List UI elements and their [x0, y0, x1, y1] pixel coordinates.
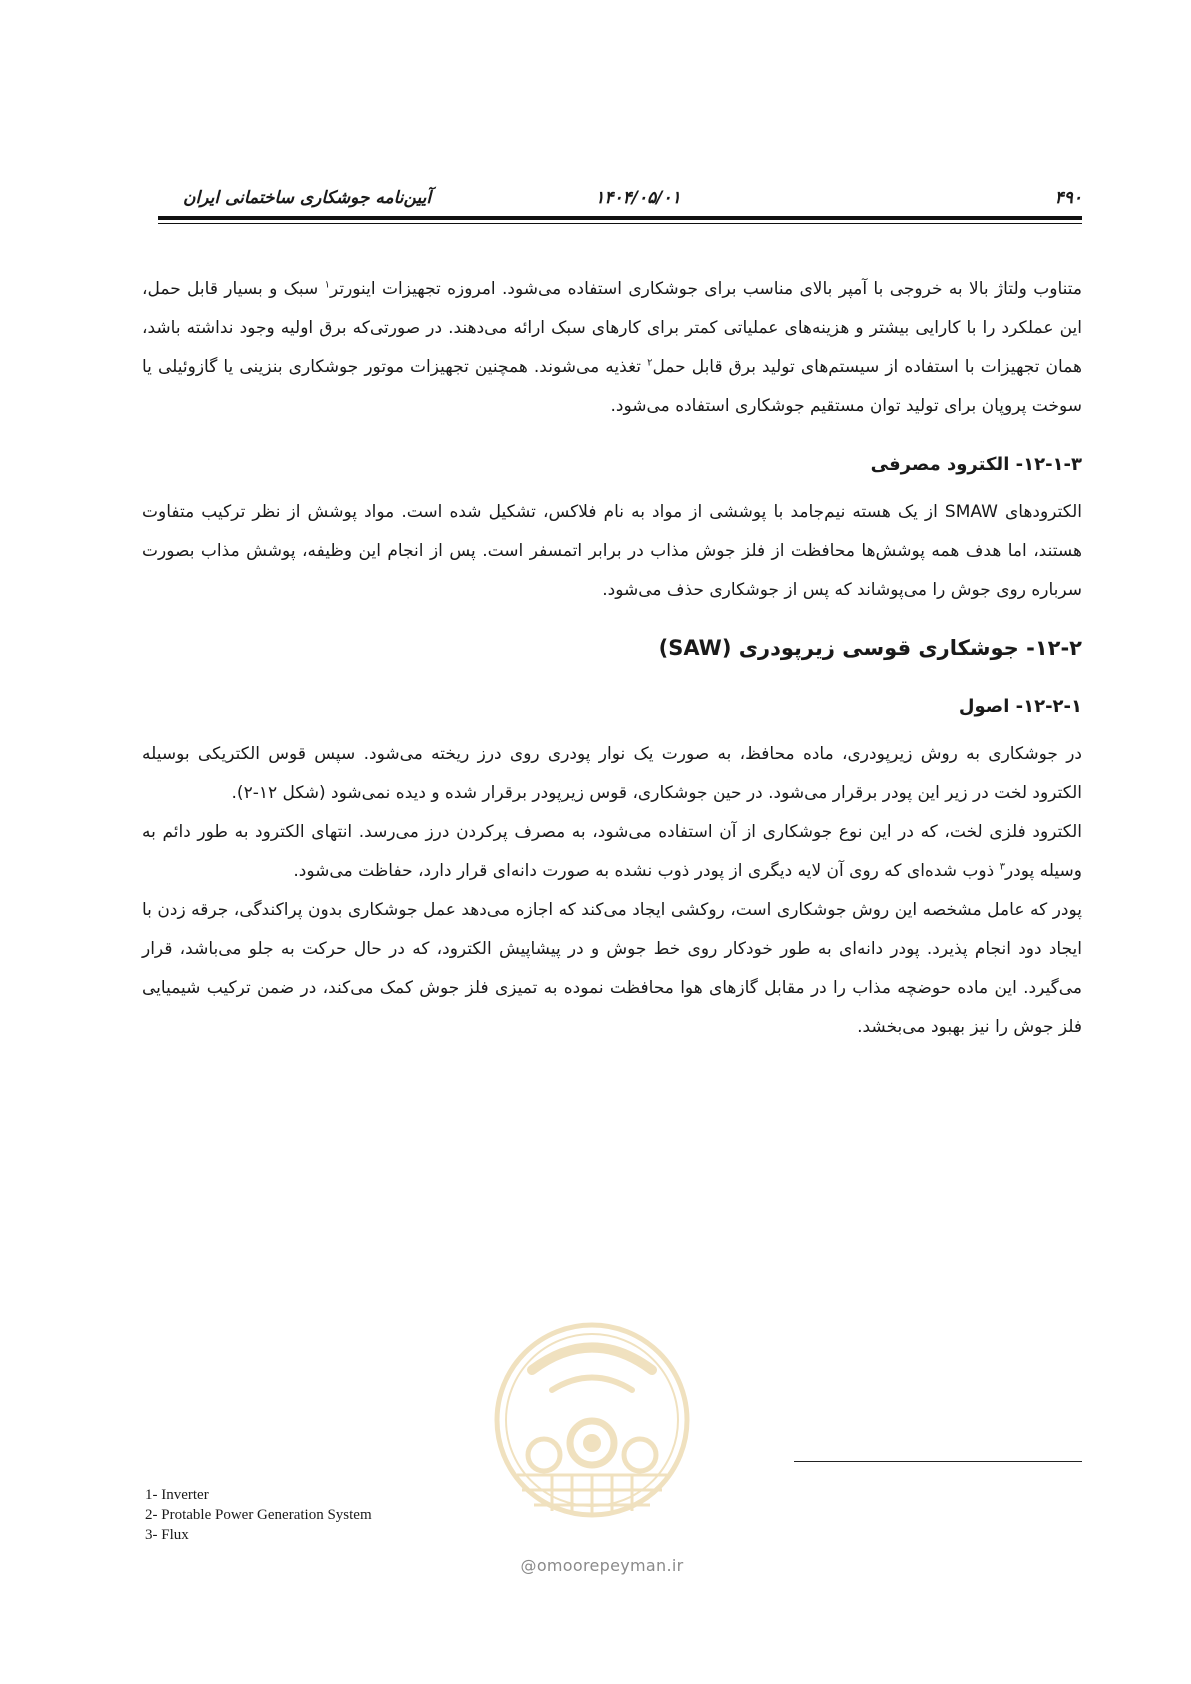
paragraph: پودر که عامل مشخصه این روش جوشکاری است، روکشی ایجاد می‌کند که اجازه می‌دهد عمل جوشکاری بدون پراکندگی، جرقه زدن با ایجاد دود انجام پذیرد. پودر دانه‌ای به طور خودکار روی خط جوش و در پیشاپیش الکترود، که در حال حرکت به جلو می‌باشد، قرار می‌گیرد. این ماده حوضچه مذاب را در مقابل گازهای هوا محافظت نموده به تمیزی فلز جوش کمک می‌کند، در ضمن ترکیب شیمیایی فلز جوش را نیز بهبود می‌بخشد. — [142, 900, 1082, 1037]
header-date: ۱۴۰۴/۰۵/۰۱ — [595, 188, 681, 208]
footnote: 2- Protable Power Generation System — [145, 1507, 372, 1523]
watermark-url: @omoorepeyman.ir — [520, 1556, 684, 1575]
paragraph: در جوشکاری به روش زیرپودری، ماده محافظ، به صورت یک نوار پودری روی درز ریخته می‌شود. سپس قوس الکتریکی بوسیله الکترود لخت در زیر این پودر برقرار می‌شود. در حین جوشکاری، قوس زیرپودر برقرار شده و دیده نمی‌شود (شکل ۱۲-۲). — [142, 744, 1082, 803]
header-rule-thick — [158, 216, 1082, 220]
header-rule-thin — [158, 223, 1082, 224]
footnote-ref: ۳ — [999, 861, 1005, 873]
footnote-ref: ۲ — [647, 357, 653, 369]
page-number: ۴۹۰ — [1054, 188, 1082, 208]
running-header — [158, 188, 1082, 212]
footnote-ref: ۱ — [324, 279, 330, 291]
paragraph: الکترود فلزی لخت، که در این نوع جوشکاری از آن استفاده می‌شود، به مصرف پرکردن درز می‌رسد. انتهای الکترود به طور دائم به وسیله پودر$^۳$ ذوب شده‌ای که روی آن لایه دیگری از پودر ذوب نشده به صورت دانه‌ای قرار دارد، حفاظت می‌شود. — [142, 822, 1082, 881]
paragraph: متناوب ولتاژ بالا به خروجی با آمپر بالای مناسب برای جوشکاری استفاده می‌شود. امروزه تجهیزات اینورتر$^۱$ سبک و بسیار قابل حمل، این عملکرد را با کارایی بیشتر و هزینه‌های عملیاتی کمتر برای کارهای سبک ارائه می‌دهند. در صورتی‌که برق اولیه وجود نداشته باشد، همان تجهیزات با استفاده از سیستم‌های تولید برق قابل حمل$^۲$ تغذیه می‌شوند. همچنین تجهیزات موتور جوشکاری بنزینی یا گازوئیلی یا سوخت پروپان برای تولید توان مستقیم جوشکاری استفاده می‌شود. — [142, 279, 1082, 416]
footnotes — [145, 1485, 645, 1545]
section-heading: ۱۲-۱-۳- الکترود مصرفی — [870, 454, 1082, 475]
body-text — [142, 270, 1082, 1047]
footnote: 1- Inverter — [145, 1487, 209, 1503]
section-heading: ۱۲-۲-۱- اصول — [958, 696, 1082, 717]
footnote: 3- Flux — [145, 1527, 189, 1543]
paragraph: الکترودهای SMAW از یک هسته نیم‌جامد با پوششی از مواد به نام فلاکس، تشکیل شده است. مواد پوشش از نظر ترکیب متفاوت هستند، اما هدف همه پوشش‌ها محافظت از فلز جوش مذاب در برابر اتمسفر است. پس از انجام این وظیفه، پوشش مذاب بصورت سرباره روی جوش را می‌پوشاند که پس از جوشکاری حذف می‌شود. — [142, 502, 1082, 600]
document-title: آیین‌نامه جوشکاری ساختمانی ایران — [183, 188, 432, 208]
chapter-heading: ۱۲-۲- جوشکاری قوسی زیرپودری (SAW) — [658, 636, 1082, 660]
footnote-separator — [794, 1461, 1082, 1462]
